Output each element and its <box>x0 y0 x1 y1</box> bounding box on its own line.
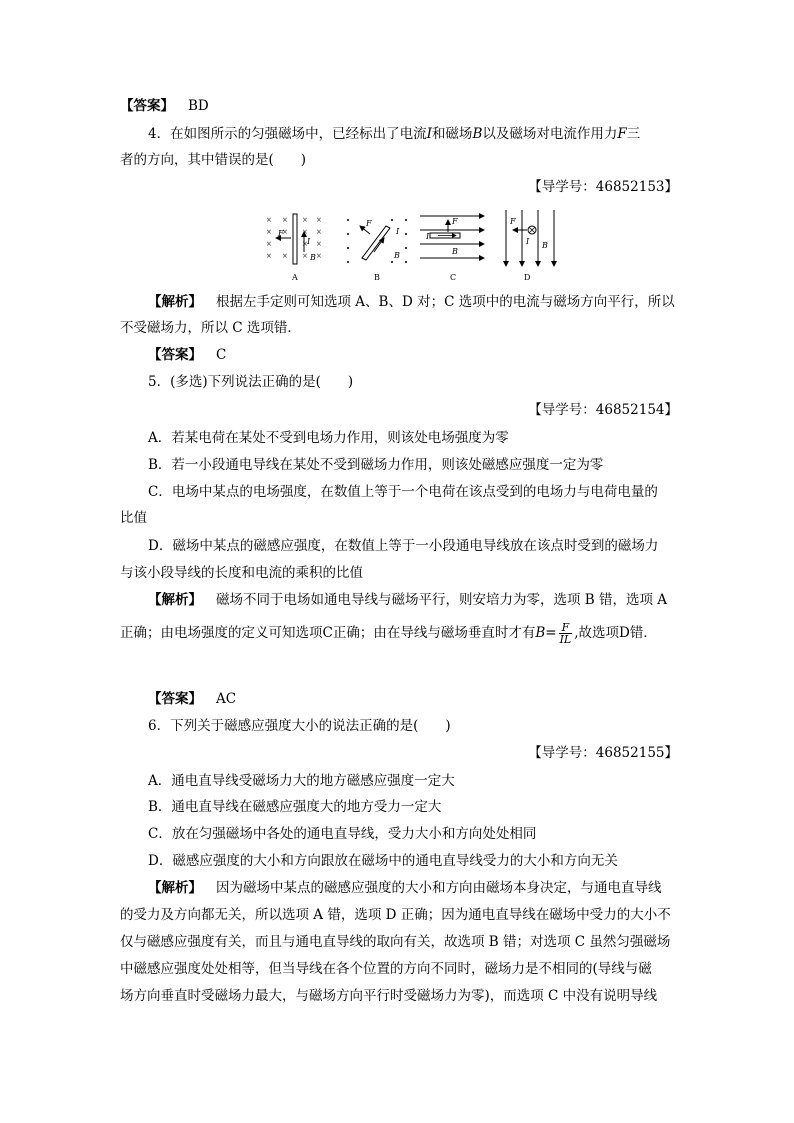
guide-number: 【导学号：46852155】 <box>528 745 678 761</box>
svg-text:B: B <box>394 251 400 260</box>
q5-stem: 5．(多选)下列说法正确的是( ) <box>148 374 354 390</box>
answer-value: BD <box>188 98 209 114</box>
panel-label-b: B <box>374 273 380 282</box>
q5-option-d-line2: 与该小段导线的长度和电流的乘积的比值 <box>120 565 363 581</box>
svg-text:×: × <box>282 252 288 260</box>
q6-option-c: C．放在匀强磁场中各处的通电直导线，受力大小和方向处处相同 <box>148 826 537 842</box>
guide-number: 【导学号：46852154】 <box>528 402 678 418</box>
svg-text:×: × <box>316 216 322 224</box>
svg-text:F: F <box>452 217 458 226</box>
q4-stem-line1: 4．在如图所示的匀强磁场中，已经标出了电流I和磁场B以及磁场对电流作用力F三 <box>148 126 641 142</box>
svg-text:F: F <box>366 219 372 228</box>
q5-option-a: A．若某电荷在某处不受到电场力作用，则该处电场强度为零 <box>148 430 509 446</box>
guide-number: 【导学号：46852153】 <box>528 179 678 195</box>
q5-analysis-line1: 【解析】 磁场不同于电场如通电导线与磁场平行，则安培力为零，选项 B 错，选项 A <box>148 592 668 608</box>
q3-answer-line <box>120 96 680 116</box>
q6-analysis-line4: 中磁感应强度处处相等，但当导线在各个位置的方向不同时，磁场力是不相同的(导线与磁 <box>120 961 652 977</box>
svg-text:×: × <box>302 252 308 260</box>
q4-stem-line2: 者的方向，其中错误的是( ) <box>120 152 307 168</box>
q5-analysis-line2: 正确；由电场强度的定义可知选项C正确；由在导线与磁场垂直时才有B= $\frac{F}{IL}$ ,故选项D错． <box>120 621 657 646</box>
svg-text:×: × <box>316 228 322 236</box>
svg-text:×: × <box>282 216 288 224</box>
panel-c <box>420 216 484 282</box>
q4-analysis-line2: 不受磁场力，所以 C 选项错． <box>120 320 301 336</box>
equation-fraction: $\frac{F}{IL}$ <box>559 621 572 646</box>
svg-text:×: × <box>266 240 272 248</box>
q5-option-c-line1: C．电场中某点的电场强度，在数值上等于一个电荷在该点受到的电场力与电荷电量的 <box>148 484 658 500</box>
svg-text:×: × <box>302 240 308 248</box>
q5-option-b: B．若一小段通电导线在某处不受到磁场力作用，则该处磁感应强度一定为零 <box>148 457 604 473</box>
q6-stem: 6．下列关于磁感应强度大小的说法正确的是( ) <box>148 718 451 734</box>
svg-text:×: × <box>266 252 272 260</box>
q4-figure <box>256 208 566 284</box>
q5-answer-line: 【答案】 AC <box>148 691 237 707</box>
q6-analysis-line3: 仅与磁感应强度有关，而且与通电直导线的取向有关，故选项 B 错；对选项 C 虽然匀强磁场 <box>120 934 671 950</box>
svg-text:×: × <box>266 216 272 224</box>
svg-text:B: B <box>542 241 548 250</box>
svg-text:I: I <box>396 227 400 236</box>
label-b: B <box>310 253 316 262</box>
label-i: I <box>307 237 311 246</box>
svg-text:×: × <box>302 228 308 236</box>
panel-label-a: A <box>292 273 298 282</box>
panel-label-c: C <box>450 273 457 282</box>
panel-b <box>347 219 407 282</box>
panel-a <box>266 214 322 282</box>
q6-analysis-line1: 【解析】 因为磁场中某点的磁感应强度的大小和方向由磁场本身决定，与通电直导线 <box>148 880 662 896</box>
q4-analysis-line1: 【解析】 根据左手定则可知选项 A、B、D 对；C 选项中的电流与磁场方向平行，所以 <box>148 294 675 310</box>
label-f: F <box>278 229 284 238</box>
q6-option-a: A．通电直导线受磁场力大的地方磁感应强度一定大 <box>148 773 455 789</box>
svg-text:×: × <box>316 252 322 260</box>
svg-text:×: × <box>316 240 322 248</box>
svg-text:I: I <box>526 237 530 246</box>
q6-option-d: D．磁感应强度的大小和方向跟放在磁场中的通电直导线受力的大小和方向无关 <box>148 853 618 869</box>
q5-option-d-line1: D．磁场中某点的磁感应强度，在数值上等于一小段通电导线放在该点时受到的磁场力 <box>148 538 659 554</box>
q5-option-c-line2: 比值 <box>120 510 147 526</box>
q4-answer-line: 【答案】 C <box>148 347 227 363</box>
q6-option-b: B．通电直导线在磁感应强度大的地方受力一定大 <box>148 799 442 815</box>
svg-text:×: × <box>266 228 272 236</box>
svg-text:×: × <box>282 228 288 236</box>
q6-analysis-line2: 的受力及方向都无关，所以选项 A 错，选项 D 正确；因为通电直导线在磁场中受力的大小不 <box>120 907 671 923</box>
panel-d <box>506 210 554 282</box>
answer-tag: 【答案】 <box>120 98 174 114</box>
svg-text:I: I <box>426 232 430 241</box>
svg-text:B: B <box>452 247 458 256</box>
panel-label-d: D <box>524 273 531 282</box>
svg-text:F: F <box>510 217 516 226</box>
svg-text:×: × <box>302 216 308 224</box>
q6-analysis-line5: 场方向垂直时受磁场力最大，与磁场方向平行时受磁场力为零)，而选项 C 中没有说明导线 <box>120 988 658 1004</box>
